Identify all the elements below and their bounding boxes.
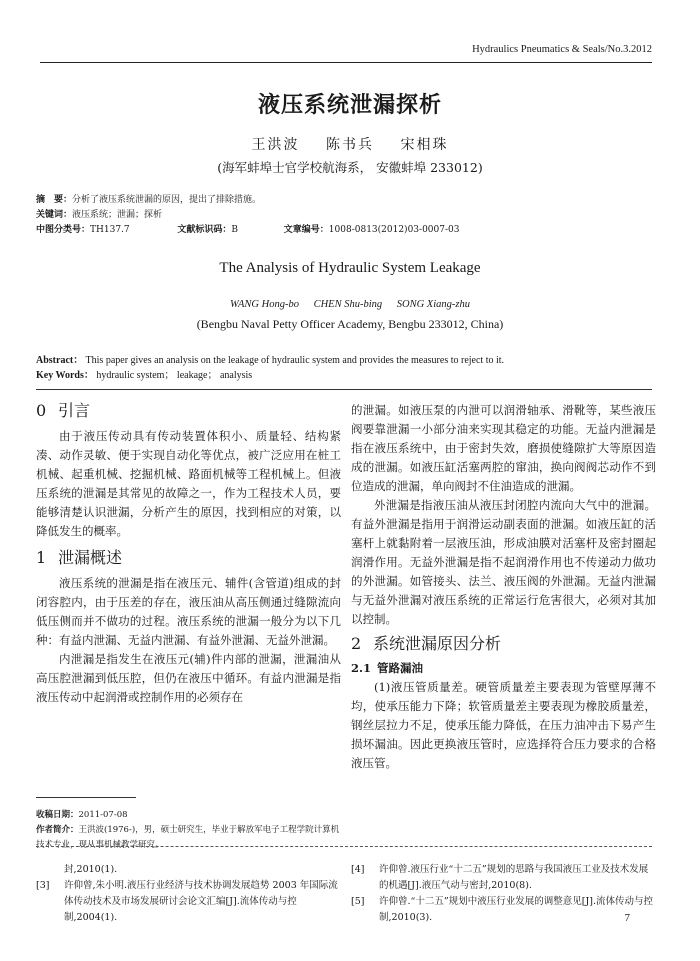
section-heading [36, 548, 341, 568]
subsection-heading [351, 659, 656, 678]
reference-text: 封,2010(1). [64, 864, 118, 875]
section-title: 引言 [58, 401, 91, 420]
reference-item [36, 878, 341, 926]
reference-number: [3] [36, 880, 50, 891]
paragraph: 外泄漏是指液压油从液压封闭腔内流向大气中的泄漏。有益外泄漏是指用于润滑运动副表面的泄漏。如液压缸的活塞杆上就黏附着一层液压油，形成油膜对活塞杆及密封圈起润滑作用。无益外泄漏是指不起润滑作用也不传递动力做功的外泄漏。如管接头、法兰、液压阀的外泄漏。无益内泄漏与无益外泄漏对液压系统的正常运行危害很大，必须对其加以控制。 [351, 498, 656, 626]
author-name: 王洪波 [251, 137, 300, 153]
abstract-en-label: Abstract： [36, 355, 84, 366]
keywords-en [36, 366, 252, 381]
affiliation: (海军蚌埠士官学校航海系， 安徽蚌埠 233012) [217, 160, 483, 175]
english-author-name: WANG Hong-bo [230, 299, 299, 310]
dashed-separator [36, 846, 652, 847]
english-author-list [0, 299, 700, 310]
reference-item [351, 862, 656, 894]
section-heading [351, 634, 656, 654]
header-rule [40, 62, 652, 63]
author-bio-label: 作者简介： [36, 825, 79, 835]
classification-label: 中图分类号： [36, 225, 91, 235]
right-column [351, 401, 656, 773]
reference-item [36, 862, 341, 878]
references-right [351, 862, 656, 926]
author-list [0, 134, 700, 154]
section-title: 系统泄漏原因分析 [373, 634, 502, 653]
paragraph: 内泄漏是指发生在液压元(辅)件内部的泄漏，泄漏油从高压腔泄漏到低压腔，但仍在液压中循环。有益内泄漏是指液压传动中起润滑或控制作用的必须存在 [36, 652, 341, 704]
author-name: 宋相珠 [400, 137, 449, 153]
paragraph: 液压系统的泄漏是指在液压元、辅件(含管道)组成的封闭容腔内，由于压差的存在，液压油从高压侧通过缝隙流向低压侧而并不做功的过程。液压系统的泄漏一般分为以下几种：有益内泄漏、无益内泄漏、有益外泄漏、无益外泄漏。 [36, 576, 341, 647]
paragraph: 由于液压传动具有传动装置体积小、质量轻、结构紧凑、动作灵敏、便于实现自动化等优点，被广泛应用在桩工机械、起重机械、挖掘机械、路面机械等工程机械上。但液压系统的泄漏是其常见的故障之一，作为工程技术人员，要能够清楚认识泄漏，分析产生的原因，找到相应的对策，以降低发生的概率。 [36, 429, 341, 538]
article-no-value: 1008-0813(2012)03-0007-03 [328, 225, 460, 235]
received-value: 2011-07-08 [78, 810, 128, 820]
section-number: 1 [36, 548, 47, 567]
section-heading [36, 401, 341, 421]
reference-number: [4] [351, 864, 365, 875]
reference-number: [5] [351, 896, 365, 907]
left-column [36, 401, 341, 707]
journal-header: Hydraulics Pneumatics & Seals/No.3.2012 [472, 44, 652, 55]
abstract-cn-text: 分析了液压系统泄漏的原因，提出了排除措施。 [72, 195, 262, 205]
paragraph: (1)液压管质量差。硬管质量差主要表现为管壁厚薄不均，使承压能力下降；软管质量差主要表现为橡胶质量差，钢丝层拉力不足，使承压能力降低，在压力油冲击下易产生损坏漏油。因此更换液压管时，应选择符合压力要求的合格液压管。 [351, 680, 656, 770]
received-label: 收稿日期： [36, 810, 79, 820]
author-name: 陈书兵 [326, 137, 374, 153]
section-title: 泄漏概述 [58, 548, 123, 567]
abstract-en [36, 351, 504, 366]
author-bio [36, 823, 341, 853]
reference-text: 许仰曾.“十二五”规划中液压行业发展的调整意见[J].流体传动与控制,2010(3). [379, 896, 653, 923]
reference-item [351, 894, 656, 926]
paragraph: 的泄漏。如液压泵的内泄可以润滑轴承、滑靴等，某些液压阀要靠泄漏一小部分油来实现其稳定的功能。无益内泄漏是指在液压系统中，由于密封失效，磨损使缝隙扩大等原因造成的泄漏。如液压缸活塞两腔的窜油，换向阀阀芯动作不到位造成的泄漏，单向阀封不住油造成的泄漏。 [351, 403, 656, 493]
english-author-name: CHEN Shu-bing [313, 299, 383, 310]
keywords-en-label: Key Words： [36, 370, 94, 381]
doc-code-value: B [231, 225, 239, 235]
abstract-rule [36, 389, 652, 390]
page-number: 7 [624, 912, 630, 924]
author-bio-text: 王洪波(1976-)，男，硕士研究生，毕业于解放军电子工程学院计算机技术专业，现从事机械教学研究。 [36, 825, 340, 850]
english-title: The Analysis of Hydraulic System Leakage [219, 260, 481, 276]
footnote-rule [36, 797, 136, 798]
doc-code-label: 文献标识码： [177, 225, 232, 235]
references-left [36, 862, 341, 926]
classification-line [36, 223, 459, 237]
keywords-cn [36, 208, 162, 222]
reference-text: 许仰曾.液压行业“十二五”规划的思路与我国液压工业及技术发展的机遇[J].液压气动与密封,2010(8). [379, 864, 649, 891]
article-no-label: 文章编号： [283, 225, 329, 235]
received-date [36, 808, 341, 823]
keywords-cn-label: 关键词： [36, 210, 73, 220]
paper-title: 液压系统泄漏探析 [257, 92, 442, 118]
keywords-cn-text: 液压系统；泄漏；探析 [72, 210, 163, 220]
abstract-cn [36, 193, 261, 207]
keywords-en-text: hydraulic system； leakage； analysis [93, 370, 253, 381]
section-number: 0 [36, 401, 47, 420]
subsection-title: 管路漏油 [377, 661, 423, 675]
reference-text: 许仰曾,朱小明.液压行业经济与技术协调发展趋势 2003 年国际流体传动技术及市场发展研讨会论文汇编[J].流体传动与控制,2004(1). [64, 880, 338, 923]
abstract-en-text: This paper gives an analysis on the leakage of hydraulic system and provides the measures to reject to it. [83, 355, 505, 366]
section-number: 2 [351, 634, 362, 653]
english-affiliation: (Bengbu Naval Petty Officer Academy, Bengbu 233012, China) [196, 317, 504, 331]
english-author-name: SONG Xiang-zhu [396, 299, 470, 310]
subsection-number: 2.1 [351, 661, 372, 675]
abstract-cn-label: 摘 要： [36, 195, 73, 205]
classification-value: TH137.7 [90, 225, 130, 235]
